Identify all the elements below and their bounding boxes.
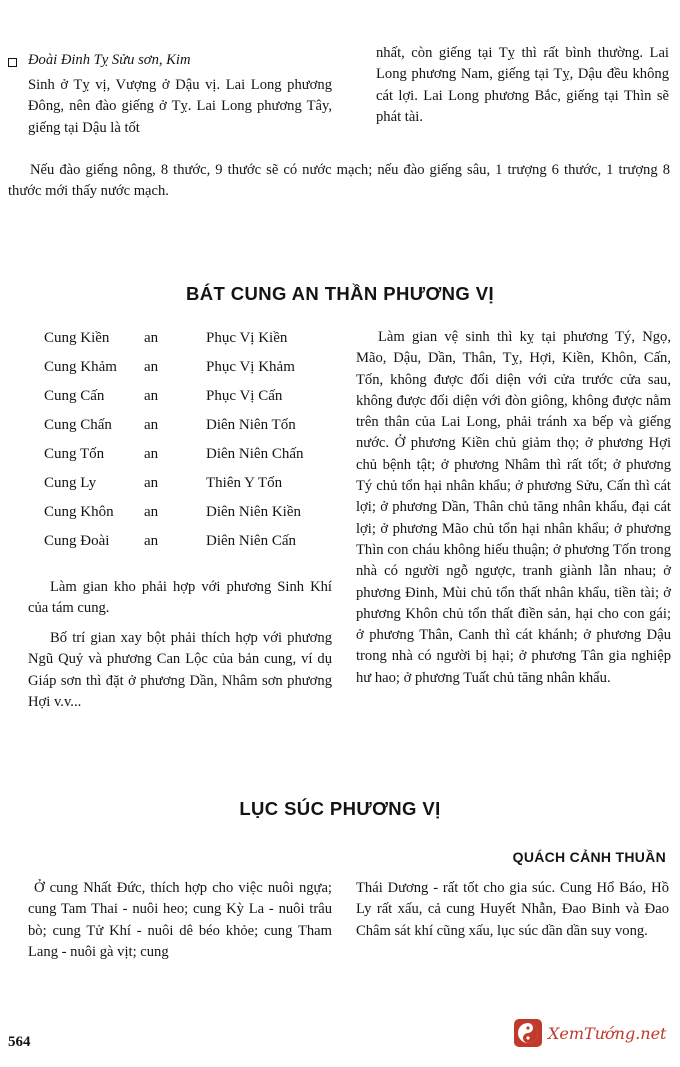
section3-author: QUÁCH CẢNH THUẦN	[512, 849, 666, 865]
section3-title: LỤC SÚC PHƯƠNG VỊ	[239, 798, 441, 819]
table-row	[44, 359, 303, 388]
section3-left-text: Ở cung Nhất Đức, thích hợp cho việc nuôi ngựa; cung Tam Thai - nuôi heo; cung Kỳ La - nuôi trâu bò; cung Tử Khí - nuôi dê béo khỏe; cung Tham Lang - nuôi gà vịt; cung	[28, 880, 332, 960]
cung-value: Diên Niên Cấn	[206, 533, 296, 549]
section1-subheading: Đoài Đinh Tỵ Sửu sơn, Kim	[28, 52, 191, 68]
cung-an: an	[144, 330, 159, 346]
table-row	[44, 504, 303, 533]
cung-an: an	[144, 417, 159, 433]
cung-name: Cung Đoài	[44, 533, 110, 549]
table-row	[44, 533, 303, 562]
yin-yang-icon	[513, 1018, 543, 1048]
table-row	[44, 446, 303, 475]
watermark-logo	[513, 1018, 666, 1048]
cung-an: an	[144, 446, 159, 462]
cung-value: Phục Vị Khảm	[206, 359, 295, 375]
section2-title: BÁT CUNG AN THẦN PHƯƠNG VỊ	[185, 283, 495, 304]
cung-name: Cung Ly	[44, 475, 97, 491]
section2-right-text: Làm gian vệ sinh thì kỵ tại phương Tý, Ngọ, Mão, Dậu, Dần, Thân, Tỵ, Hợi, Kiền, Khôn, Cấn, Tốn, không được đối diện với cửa trước cửa sau, không được đối diện với đòn giông, không được nằm trên thân của Lai Long, phải tránh xa bếp và giếng nước. Ở phương Kiền chủ giảm thọ; ở phương Hợi chủ bệnh tật; ở phương Nhâm thì rất tốt; ở phương Tý chủ tổn hại nhân khẩu; ở phương Sửu, Cấn thì cát lợi; ở phương Dần, Thân chủ tăng nhân khẩu, đại cát lợi; ở phương Mão chủ tổn hại nhân khẩu; ở phương Thìn con cháu không hiếu thuận; ở phương Tốn trong nhà có người ngỗ ngược, tranh giành lẫn nhau; ở phương Đinh, Mùi chủ tổn thất nhân khẩu, tiền tài; ở phương Khôn chủ tổn thất điền sản, hại cho con gái; ở phương Thân, Canh thì cát khánh; ở phương Dậu trong nhà có người bị hại; ở phương Tân gia nghiệp hư hao; ở phương Tuất chủ tăng nhân khẩu.	[356, 329, 671, 686]
section1-full-text: Nếu đào giếng nông, 8 thước, 9 thước sẽ có nước mạch; nếu đào giếng sâu, 1 trượng 6 thước, 1 trượng 8 thước mới thấy nước mạch.	[8, 162, 670, 200]
cung-an: an	[144, 388, 159, 404]
cung-an: an	[144, 504, 159, 520]
watermark-text: XemTướng.net	[548, 1023, 667, 1043]
cung-value: Phục Vị Cấn	[206, 388, 283, 404]
table-row	[44, 417, 303, 446]
cung-name: Cung Cấn	[44, 388, 105, 404]
cung-value: Diên Niên Chấn	[206, 446, 304, 462]
cung-an: an	[144, 359, 159, 375]
cung-name: Cung Khảm	[44, 359, 117, 375]
table-row	[44, 388, 303, 417]
section2-left-p2: Bố trí gian xay bột phải thích hợp với phương Ngũ Quỷ và phương Can Lộc của bản cung, ví dụ Giáp sơn thì đặt ở phương Dần, Nhâm sơn phương Hợi v.v...	[28, 630, 332, 710]
cung-value: Thiên Y Tốn	[206, 475, 283, 491]
table-row	[44, 475, 303, 504]
checkbox-bullet-icon	[8, 58, 17, 67]
cung-name: Cung Khôn	[44, 504, 114, 520]
cung-value: Diên Niên Tốn	[206, 417, 296, 433]
cung-value: Diên Niên Kiền	[206, 504, 301, 520]
cung-name: Cung Chấn	[44, 417, 112, 433]
cung-value: Phục Vị Kiền	[206, 330, 288, 346]
section2-left-p1: Làm gian kho phải hợp với phương Sinh Khí của tám cung.	[28, 579, 332, 617]
page-number: 564	[8, 1034, 31, 1050]
cung-name: Cung Tốn	[44, 446, 105, 462]
section1-right-text: nhất, còn giếng tại Tỵ thì rất bình thường. Lai Long phương Nam, giếng tại Tỵ, Dậu đều không cát lợi. Lai Long phương Bắc, giếng tại Thìn sẽ phát tài.	[376, 45, 669, 125]
section3-right-text: Thái Dương - rất tốt cho gia súc. Cung Hổ Báo, Hồ Ly rất xấu, cả cung Huyết Nhẫn, Đao Binh và Đao Châm sát khí cũng xấu, lục súc dần dần suy vong.	[356, 880, 669, 939]
cung-an: an	[144, 475, 159, 491]
cung-an-table	[44, 330, 303, 562]
cung-name: Cung Kiền	[44, 330, 110, 346]
cung-an: an	[144, 533, 159, 549]
section1-left-text: Sinh ở Tỵ vị, Vượng ở Dậu vị. Lai Long phương Đông, nên đào giếng ở Tỵ. Lai Long phương Tây, giếng tại Dậu là tốt	[28, 77, 332, 136]
table-row	[44, 330, 303, 359]
